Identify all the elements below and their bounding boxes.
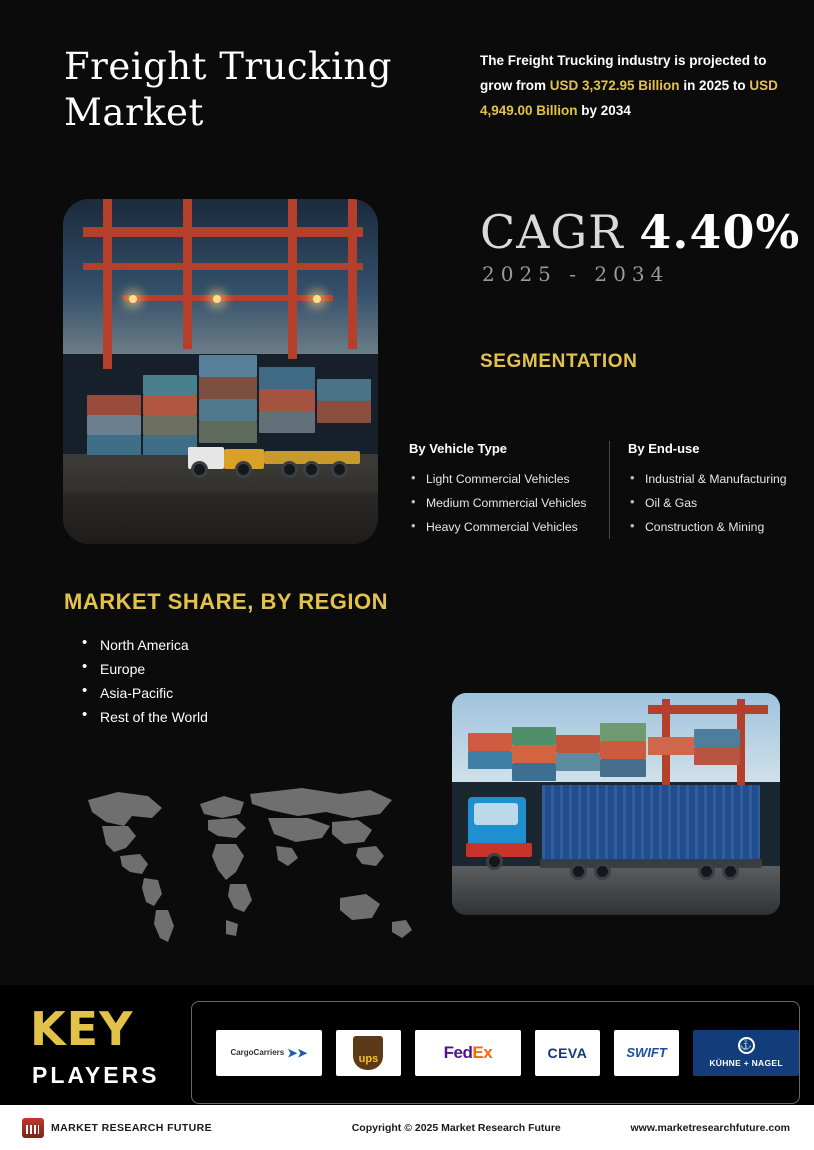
intro-suffix: by 2034: [577, 103, 631, 118]
intro-value-2034: USD 4,949.00 Billion: [480, 78, 778, 118]
list-item: • Asia-Pacific: [78, 681, 208, 705]
footer-copyright: Copyright © 2025 Market Research Future: [351, 1121, 561, 1134]
list-item: • Oil & Gas: [628, 491, 790, 515]
list-item: • Construction & Mining: [628, 515, 790, 539]
page-title: Freight Trucking Market: [64, 45, 392, 134]
intro-paragraph: [480, 48, 780, 123]
list-item: • Rest of the World: [78, 705, 208, 729]
page-footer: [0, 1105, 814, 1150]
fedex-logo: [415, 1030, 521, 1076]
swift-logo-text: SWIFT: [626, 1045, 667, 1060]
world-map-graphic: [40, 760, 430, 960]
intro-mid: in 2025 to: [679, 78, 750, 93]
footer-brand-text: MARKET RESEARCH FUTURE: [51, 1121, 213, 1134]
list-item: • Industrial & Manufacturing: [628, 467, 790, 491]
fedex-logo-text-a: Fed: [443, 1042, 473, 1062]
segmentation-title: SEGMENTATION: [480, 351, 638, 372]
port-terminal-photo: [63, 199, 378, 544]
cagr-value: 4.40%: [639, 205, 801, 259]
segmentation-column-end-use: [609, 441, 804, 539]
cargocarriers-logo: CargoCarriers ➤➤: [216, 1030, 322, 1076]
footer-url[interactable]: www.marketresearchfuture.com: [630, 1121, 790, 1134]
segmentation-list: [628, 467, 790, 539]
mrfr-logo-icon: [22, 1118, 44, 1138]
segmentation-columns: [409, 441, 804, 539]
market-share-title: MARKET SHARE, BY REGION: [64, 589, 389, 614]
fedex-logo-text-b: Ex: [472, 1042, 493, 1062]
kuehne-nagel-logo-text: KÜHNE + NAGEL: [709, 1058, 783, 1068]
anchor-icon: ⚓: [738, 1037, 755, 1054]
segmentation-list: [409, 467, 595, 539]
segmentation-column-vehicle-type: [409, 441, 609, 539]
ups-logo-text: ups: [358, 1052, 379, 1065]
intro-prefix: The Freight Trucking industry is projected to grow from: [480, 53, 767, 93]
key-players-heading-line1: KEY: [30, 1002, 134, 1056]
segmentation-heading: By End-use: [628, 441, 700, 456]
cagr-block: [480, 205, 800, 259]
ups-logo: [336, 1030, 401, 1076]
cargocarriers-logo-text: CargoCarriers: [230, 1048, 285, 1057]
swift-logo: [614, 1030, 679, 1076]
container-truck-photo: [452, 693, 780, 915]
ceva-logo-text: CEVA: [547, 1044, 588, 1061]
cagr-label: CAGR: [480, 205, 624, 259]
footer-brand: [22, 1118, 282, 1138]
list-item: • Europe: [78, 657, 208, 681]
ups-shield-icon: [353, 1036, 383, 1070]
segmentation-heading: By Vehicle Type: [409, 441, 508, 456]
kuehne-nagel-logo: [693, 1030, 799, 1076]
list-item: • Heavy Commercial Vehicles: [409, 515, 595, 539]
ceva-logo: [535, 1030, 600, 1076]
list-item: • Light Commercial Vehicles: [409, 467, 595, 491]
cagr-years: 2025 - 2034: [482, 262, 670, 286]
market-share-region-list: [78, 633, 208, 729]
key-players-logo-row: [191, 1001, 800, 1104]
key-players-heading-line2: PLAYERS: [32, 1062, 160, 1088]
list-item: • Medium Commercial Vehicles: [409, 491, 595, 515]
list-item: • North America: [78, 633, 208, 657]
intro-value-2025: USD 3,372.95 Billion: [549, 78, 680, 93]
